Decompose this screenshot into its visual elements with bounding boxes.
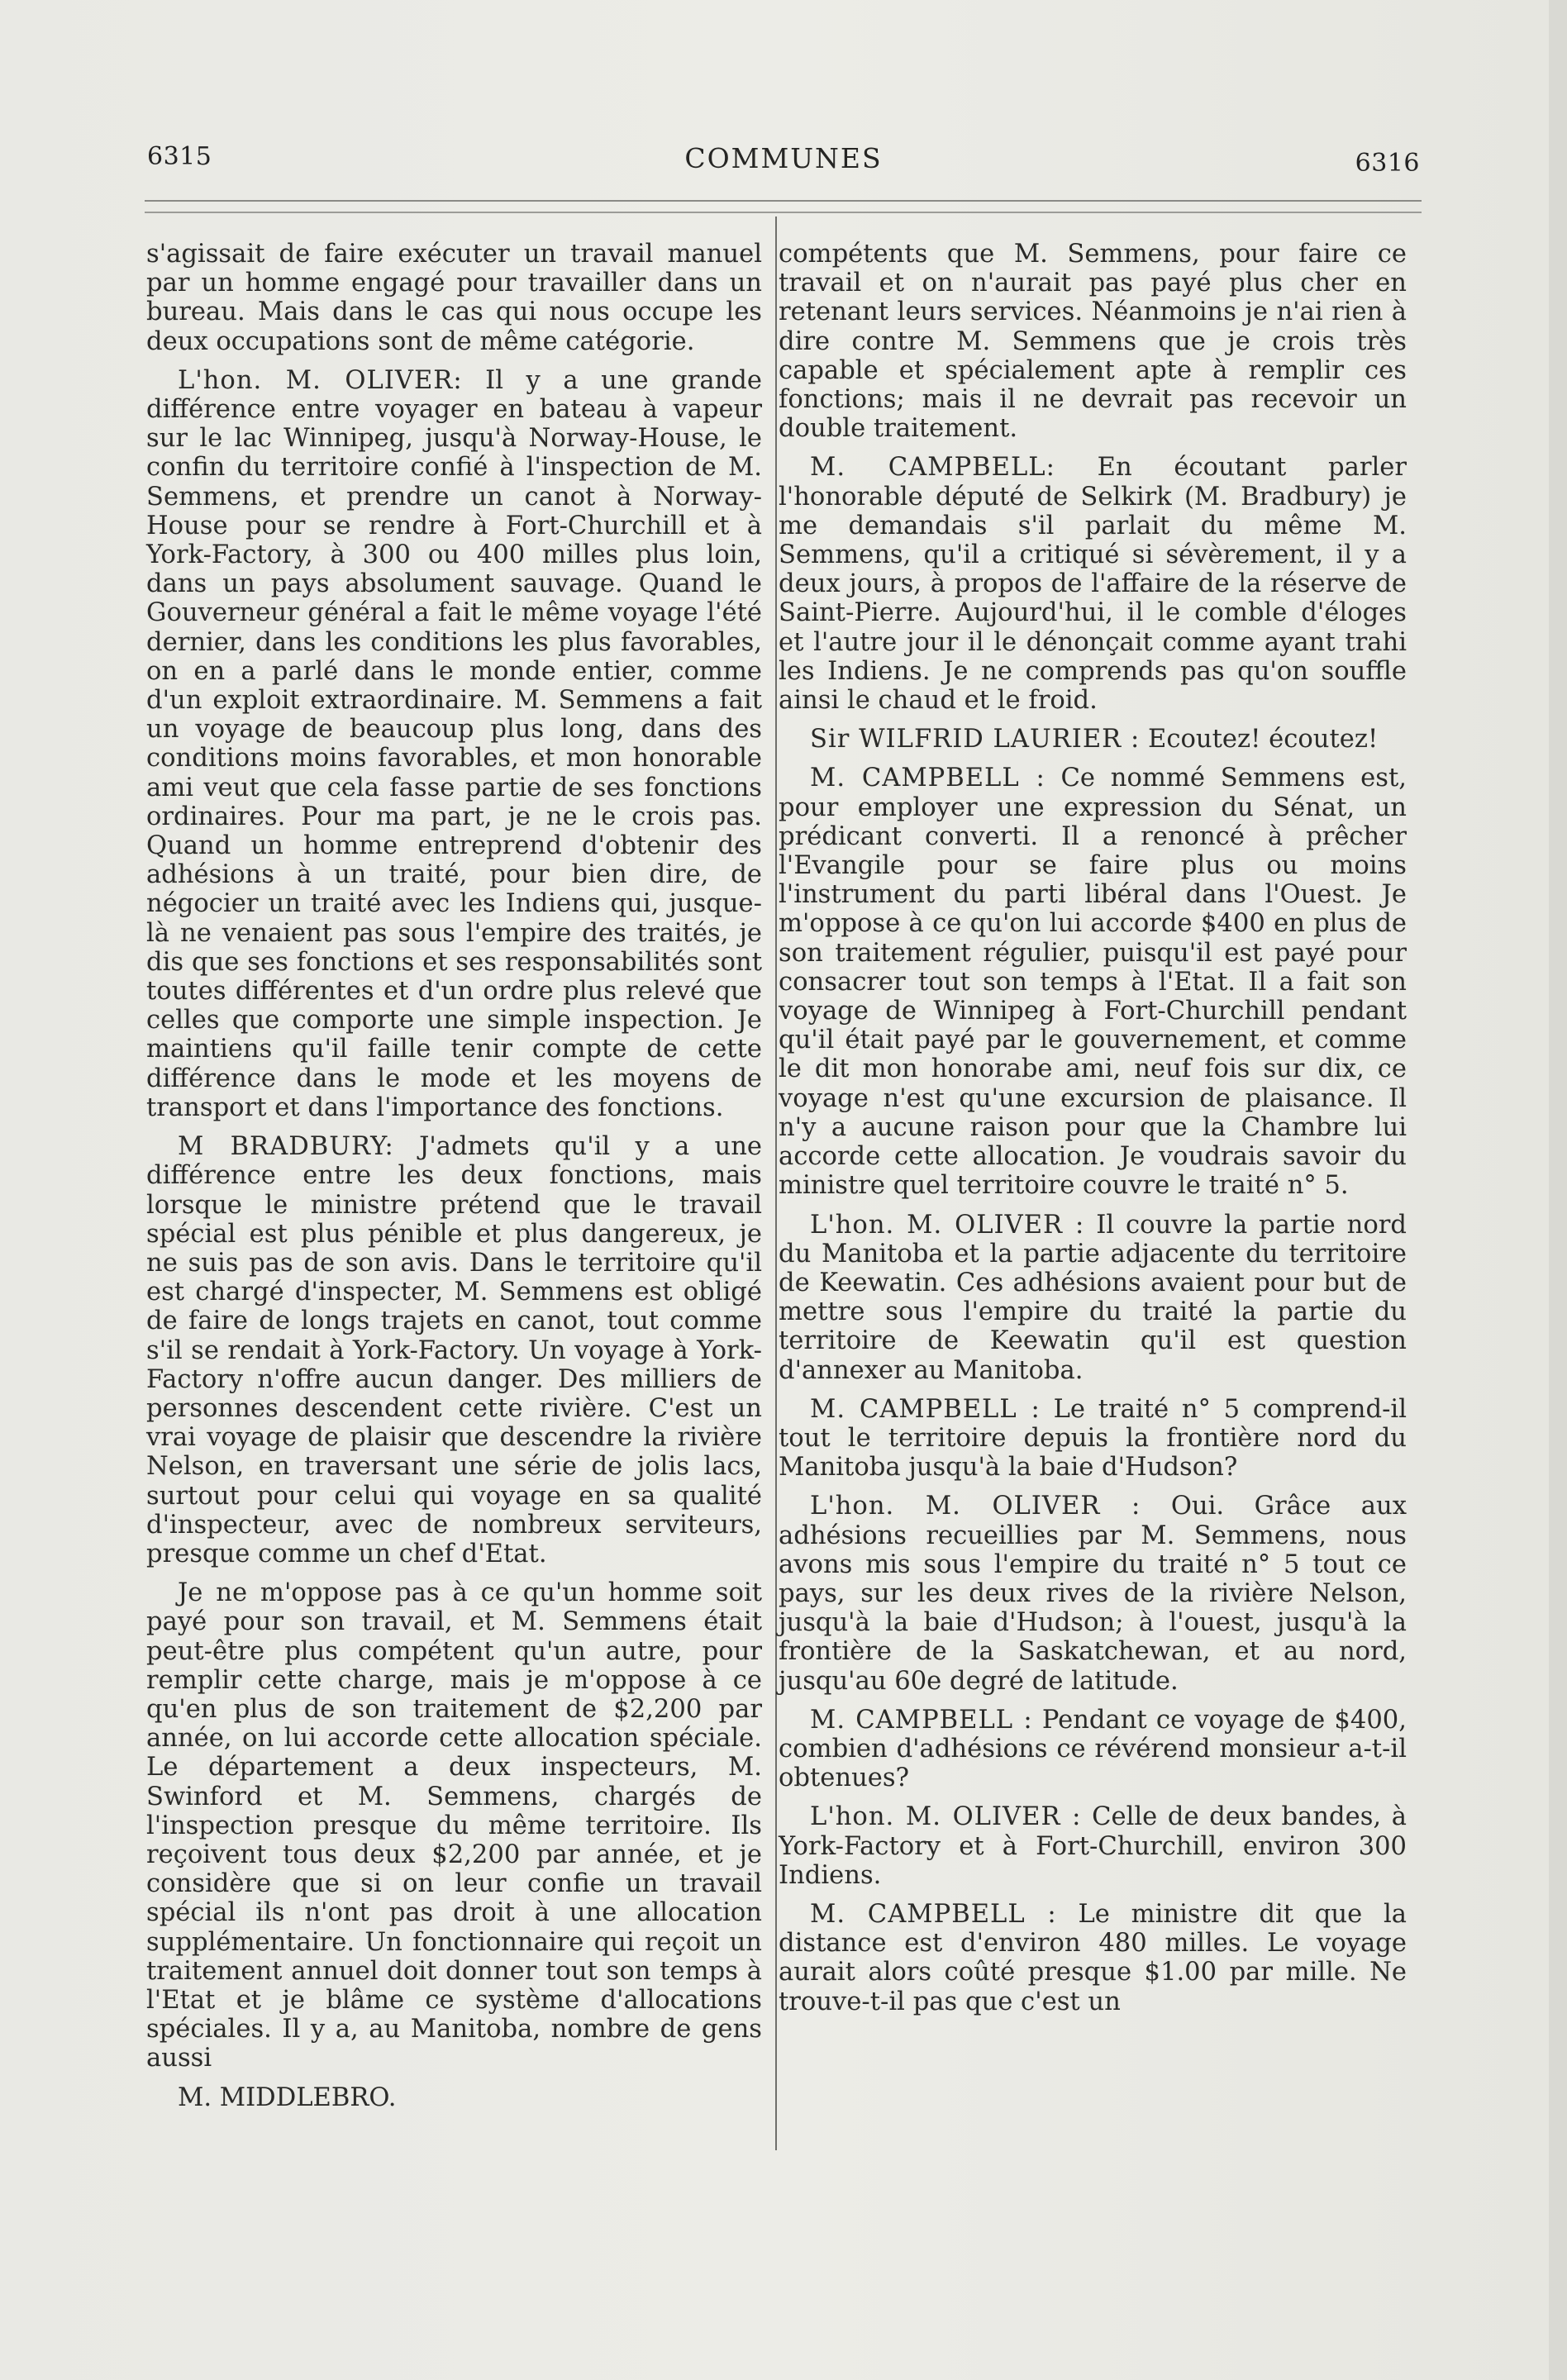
speaker-name: M. CAMPBELL : [810, 1899, 1057, 1929]
paragraph [779, 1492, 1407, 1695]
paragraph-text: Ce nommé Semmens est, pour employer une expression du Sénat, un prédicant converti. Il a renoncé à prêcher l'Evangile pour se faire plus ou moins l'instrument du parti libéral dans l'Ouest. Je m'oppose à ce qu'on lui accorde $400 en plus de son traitement régulier, puisqu'il est payé pour consacrer tout son temps à l'Etat. Il a fait son voyage de Winnipeg à Fort-Churchill pendant qu'il était payé par le gouvernement, et comme le dit mon honorabe ami, neuf fois sur dix, ce voyage n'est qu'une excursion de plaisance. Il n'y a aucune raison pour que la Chambre lui accorde cette allocation. Je voudrais savoir du ministre quel territoire couvre le traité n° 5. [779, 764, 1407, 1201]
right-column [779, 240, 1407, 2026]
speaker-name: L'hon. M. OLIVER : [810, 1210, 1085, 1240]
paragraph-text: Le traité n° 5 comprend-il tout le territoire depuis la frontière nord du Manitoba jusqu'à la baie d'Hudson? [779, 1394, 1407, 1483]
paragraph [779, 725, 1407, 754]
paragraph [779, 1395, 1407, 1483]
paragraph [779, 1706, 1407, 1793]
page-number-right: 6316 [1355, 149, 1420, 178]
speaker-name: L'hon. M. OLIVER : [810, 1802, 1082, 1832]
header-rule [145, 200, 1422, 202]
page-header [147, 142, 1420, 183]
speaker-name: Sir WILFRID LAURIER : [810, 725, 1141, 754]
speaker-name: M. CAMPBELL : [810, 764, 1045, 793]
paragraph [146, 240, 762, 356]
paragraph [779, 1802, 1407, 1890]
speaker-name: L'hon. M. OLIVER : [810, 1492, 1141, 1521]
paragraph [146, 1578, 762, 2073]
paragraph [146, 1132, 762, 1568]
paragraph-text: compétents que M. Semmens, pour faire ce travail et on n'aurait pas payé plus cher en retenant leurs services. Néanmoins je n'ai rien à dire contre M. Semmens que je crois très capable et spécialement apte à remplir ces fonctions; mais il ne devrait pas recevoir un double traitement. [779, 240, 1407, 444]
paragraph [779, 453, 1407, 715]
header-rule-secondary [145, 212, 1422, 213]
paragraph [146, 366, 762, 1122]
paragraph [779, 764, 1407, 1200]
page-edge [1549, 0, 1567, 2380]
running-title: COMMUNES [684, 142, 883, 174]
paragraph-text: s'agissait de faire exécuter un travail manuel par un homme engagé pour travailler dans un bureau. Mais dans le cas qui nous occupe les deux occupations sont de même catégorie. [146, 240, 762, 356]
paragraph-text: Il y a une grande différence entre voyager en bateau à vapeur sur le lac Winnipeg, jusqu'à Norway-House, le confin du territoire confié à l'inspection de M. Semmens, et prendre un canot à Norway-House pour se rendre à Fort-Churchill et à York-Factory, à 300 ou 400 milles plus loin, dans un pays absolument sauvage. Quand le Gouverneur général a fait le même voyage l'été dernier, dans les conditions les plus favorables, on en a parlé dans le monde entier, comme d'un exploit extraordinaire. M. Semmens a fait un voyage de beaucoup plus long, dans des conditions moins favorables, et mon honorable ami veut que cela fasse partie de ses fonctions ordinaires. Pour ma part, je ne le crois pas. Quand un homme entreprend d'obtenir des adhésions à un traité, pour bien dire, de négocier un traité avec les Indiens qui, jusque-là ne venaient pas sous l'empire des traités, je dis que ses fonctions et ses responsabilités sont toutes différentes et d'un ordre plus relevé que celles que comporte une simple inspection. Je maintiens qu'il faille tenir compte de cette différence dans le mode et les moyens de transport et dans l'importance des fonctions. [146, 365, 762, 1122]
continuation-speaker [146, 2083, 762, 2112]
page-number-left: 6315 [147, 142, 212, 171]
paragraph-text: Celle de deux bandes, à York-Factory et à Fort-Churchill, environ 300 Indiens. [779, 1802, 1407, 1890]
speaker-name: M. CAMPBELL: [810, 453, 1055, 483]
paragraph-text: Oui. Grâce aux adhésions recueillies par M. Semmens, nous avons mis sous l'empire du traité n° 5 tout ce pays, sur les deux rives de la rivière Nelson, jusqu'à la baie d'Hudson; à l'ouest, jusqu'à la frontière de la Saskatchewan, et au nord, jusqu'au 60e degré de latitude. [779, 1492, 1407, 1696]
paragraph-text: Je ne m'oppose pas à ce qu'un homme soit payé pour son travail, et M. Semmens était peut-être plus compétent qu'un autre, pour remplir cette charge, mais je m'oppose à ce qu'en plus de son traitement de $2,200 par année, on lui accorde cette allocation spéciale. Le département a deux inspecteurs, M. Swinford et M. Semmens, chargés de l'inspection presque du même territoire. Ils reçoivent tous deux $2,200 par année, et je considère que si on leur confie un travail spécial ils n'ont pas droit à une allocation supplémentaire. Un fonctionnaire qui reçoit un traitement annuel doit donner tout son temps à l'Etat et je blâme ce système d'allocations spéciales. Il y a, au Manitoba, nombre de gens aussi [146, 1578, 762, 2073]
paragraph [779, 1900, 1407, 2016]
speaker-name: M. CAMPBELL : [810, 1705, 1033, 1735]
speaker-name: L'hon. M. OLIVER: [178, 365, 463, 395]
paragraph [779, 240, 1407, 443]
column-divider [775, 217, 777, 2150]
left-column [146, 240, 762, 2122]
speaker-name: M. CAMPBELL : [810, 1394, 1041, 1424]
paragraph-text: Il couvre la partie nord du Manitoba et la partie adjacente du territoire de Keewatin. Ces adhésions avaient pour but de mettre sous l'empire du traité la partie du territoire de Keewatin qu'il est question d'annexer au Manitoba. [779, 1210, 1407, 1385]
paragraph [779, 1211, 1407, 1385]
paragraph-text: M. MIDDLEBRO. [178, 2082, 397, 2112]
paragraph-text: J'admets qu'il y a une différence entre les deux fonctions, mais lorsque le ministre prétend que le travail spécial est plus pénible et plus dangereux, je ne suis pas de son avis. Dans le territoire qu'il est chargé d'inspecter, M. Semmens est obligé de faire de longs trajets en canot, tout comme s'il se rendait à York-Factory. Un voyage à York-Factory n'offre aucun danger. Des milliers de personnes descendent cette rivière. C'est un vrai voyage de plaisir que descendre la rivière Nelson, en traversant une série de jolis lacs, surtout pour celui qui voyage en sa qualité d'inspecteur, avec de nombreux serviteurs, presque comme un chef d'Etat. [146, 1132, 763, 1568]
paragraph-text: En écoutant parler l'honorable député de Selkirk (M. Bradbury) je me demandais s'il parlait du même M. Semmens, qu'il a critiqué si sévèrement, il y a deux jours, à propos de l'affaire de la réserve de Saint-Pierre. Aujourd'hui, il le comble d'éloges et l'autre jour il le dénonçait comme ayant trahi les Indiens. Je ne comprends pas qu'on souffle ainsi le chaud et le froid. [779, 453, 1407, 716]
speaker-name: M BRADBURY: [178, 1132, 394, 1162]
paragraph-text: Pendant ce voyage de $400, combien d'adhésions ce révérend monsieur a-t-il obtenues? [779, 1705, 1407, 1793]
paragraph-text: Ecoutez! écoutez! [1148, 725, 1379, 754]
paragraph-text: Le ministre dit que la distance est d'environ 480 milles. Le voyage aurait alors coûté presque $1.00 par mille. Ne trouve-t-il pas que c'est un [779, 1899, 1407, 2016]
